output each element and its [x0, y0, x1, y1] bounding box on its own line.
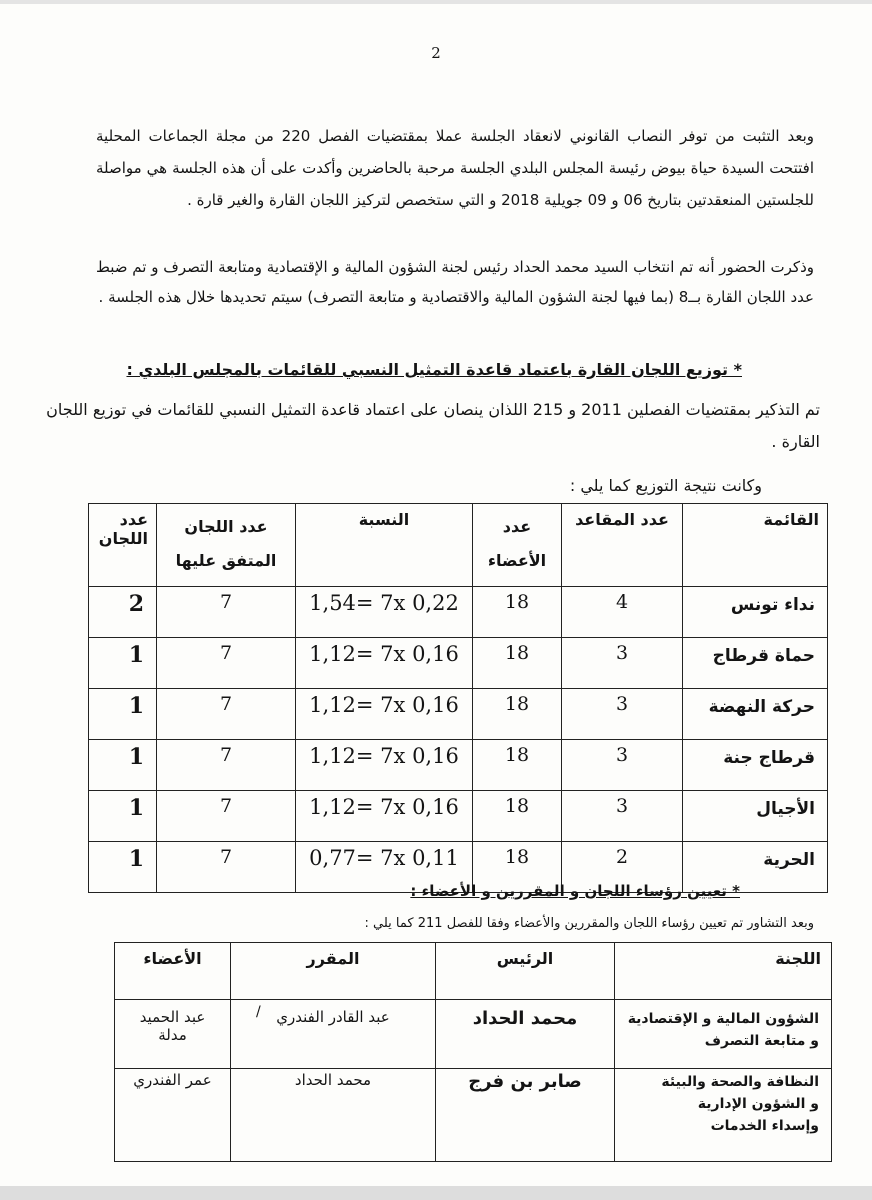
- table-row: [89, 638, 828, 689]
- header-list: القائمة: [683, 504, 828, 587]
- cell-list: قرطاج جنة: [683, 740, 828, 791]
- heading-committee-distribution: * توزيع اللجان القارة باعتماد قاعدة التمثيل النسبي للقائمات بالمجلس البلدي :: [126, 360, 742, 379]
- cell-list: الحرية: [683, 842, 828, 893]
- committee-name-line: النظافة والصحة والبيئة: [661, 1074, 819, 1090]
- cell-agreed: 7: [157, 587, 296, 638]
- table-row: [89, 587, 828, 638]
- cell-members: 18: [473, 689, 562, 740]
- cell-members: 18: [473, 842, 562, 893]
- cell-seats: 4: [562, 587, 683, 638]
- cell-ratio: 1,12= 7x 0,16: [296, 791, 473, 842]
- cell-ratio: 1,12= 7x 0,16: [296, 689, 473, 740]
- paragraph-reminder: تم التذكير بمقتضيات الفصلين 2011 و 215 اللذان ينصان على اعتماد قاعدة التمثيل النسبي للقائمات في توزيع اللجان القارة .: [46, 400, 820, 451]
- cell-committees: 1: [89, 842, 157, 893]
- appointments-intro-line: وبعد التشاور تم تعيين رؤساء اللجان والمقررين والأعضاء وفقا للفصل 211 كما يلي :: [364, 916, 814, 931]
- cell-committees: 2: [89, 587, 157, 638]
- cell-members: عبد الحميد مدلة: [115, 1000, 231, 1069]
- cell-ratio: 1,12= 7x 0,16: [296, 740, 473, 791]
- cell-ratio: 1,54= 7x 0,22: [296, 587, 473, 638]
- cell-agreed: 7: [157, 791, 296, 842]
- cell-members: 18: [473, 638, 562, 689]
- cell-seats: 3: [562, 740, 683, 791]
- paragraph-opening: وبعد التثبت من توفر النصاب القانوني لانعقاد الجلسة عملا بمقتضيات الفصل 220 من مجلة الجماعات المحلية افتتحت السيدة حياة بيوض رئيسة المجلس البلدي الجلسة مرحبة بالحاضرين وأكدت على أن هذه الجلسة هي مواصلة للجلستين المنعقدتين بتاريخ 06 و 09 جويلية 2018 و التي ستخصص لتركيز اللجان القارة والغير قارة .: [96, 127, 815, 209]
- cell-rapporteur: محمد الحداد: [231, 1069, 436, 1162]
- table-header-row: [115, 943, 832, 1000]
- header-committees: عدد اللجان: [89, 504, 157, 587]
- header-chair: الرئيس: [436, 943, 615, 1000]
- header-rapporteur: المقرر: [231, 943, 436, 1000]
- page-number: 2: [431, 44, 441, 62]
- scan-edge-top: [0, 0, 872, 4]
- cell-ratio: 0,77= 7x 0,11: [296, 842, 473, 893]
- cell-members: 18: [473, 740, 562, 791]
- table-row: [115, 1000, 832, 1069]
- table-header-row: [89, 504, 828, 587]
- header-committee: اللجنة: [615, 943, 832, 1000]
- cell-committees: 1: [89, 638, 157, 689]
- cell-seats: 3: [562, 689, 683, 740]
- cell-seats: 3: [562, 638, 683, 689]
- committee-name-line: وإسداء الخدمات: [710, 1118, 819, 1134]
- cell-members: 18: [473, 791, 562, 842]
- cell-agreed: 7: [157, 638, 296, 689]
- cell-chair: محمد الحداد: [436, 1000, 615, 1069]
- header-ratio: النسبة: [296, 504, 473, 587]
- header-seats: عدد المقاعد: [562, 504, 683, 587]
- cell-committees: 1: [89, 689, 157, 740]
- header-members: عدد الأعضاء: [473, 504, 562, 587]
- cell-members: عمر الفندري: [115, 1069, 231, 1162]
- cell-agreed: 7: [157, 842, 296, 893]
- cell-committees: 1: [89, 791, 157, 842]
- header-agreed-committees: عدد اللجان المتفق عليها: [157, 504, 296, 587]
- committee-name-line: و متابعة التصرف: [704, 1033, 819, 1049]
- cell-committee: [615, 1000, 832, 1069]
- table-row: [89, 689, 828, 740]
- cell-committee: [615, 1069, 832, 1162]
- committee-name-line: و الشؤون الإدارية: [697, 1096, 819, 1112]
- cell-list: حركة النهضة: [683, 689, 828, 740]
- paragraph-election: وذكرت الحضور أنه تم انتخاب السيد محمد الحداد رئيس لجنة الشؤون المالية و الإقتصادية ومتابعة التصرف و تم ضبط عدد اللجان القارة بــ8 (بما فيها لجنة الشؤون المالية والاقتصادية و متابعة التصرف) سيتم تحديدها خلال هذه الجلسة .: [96, 258, 814, 306]
- cell-seats: 2: [562, 842, 683, 893]
- cell-rapporteur: عبد القادر الفندري: [231, 1000, 436, 1069]
- scan-edge-bottom: [0, 1186, 872, 1200]
- committee-name-line: الشؤون المالية و الإقتصادية: [627, 1011, 819, 1027]
- result-intro-line: وكانت نتيجة التوزيع كما يلي :: [569, 476, 762, 495]
- cell-list: نداء تونس: [683, 587, 828, 638]
- cell-committees: 1: [89, 740, 157, 791]
- cell-agreed: 7: [157, 689, 296, 740]
- scan-mark: /: [256, 1004, 261, 1020]
- committee-distribution-table: [88, 503, 828, 893]
- heading-committee-appointments: * تعيين رؤساء اللجان و المقررين و الأعضاء :: [410, 882, 740, 900]
- cell-list: الأجيال: [683, 791, 828, 842]
- cell-ratio: 1,12= 7x 0,16: [296, 638, 473, 689]
- cell-members: 18: [473, 587, 562, 638]
- committee-appointments-table: [114, 942, 832, 1162]
- cell-agreed: 7: [157, 740, 296, 791]
- cell-seats: 3: [562, 791, 683, 842]
- table-row: [115, 1069, 832, 1162]
- cell-list: حماة قرطاج: [683, 638, 828, 689]
- table-row: [89, 791, 828, 842]
- header-members: الأعضاء: [115, 943, 231, 1000]
- table-row: [89, 740, 828, 791]
- cell-chair: صابر بن فرج: [436, 1069, 615, 1162]
